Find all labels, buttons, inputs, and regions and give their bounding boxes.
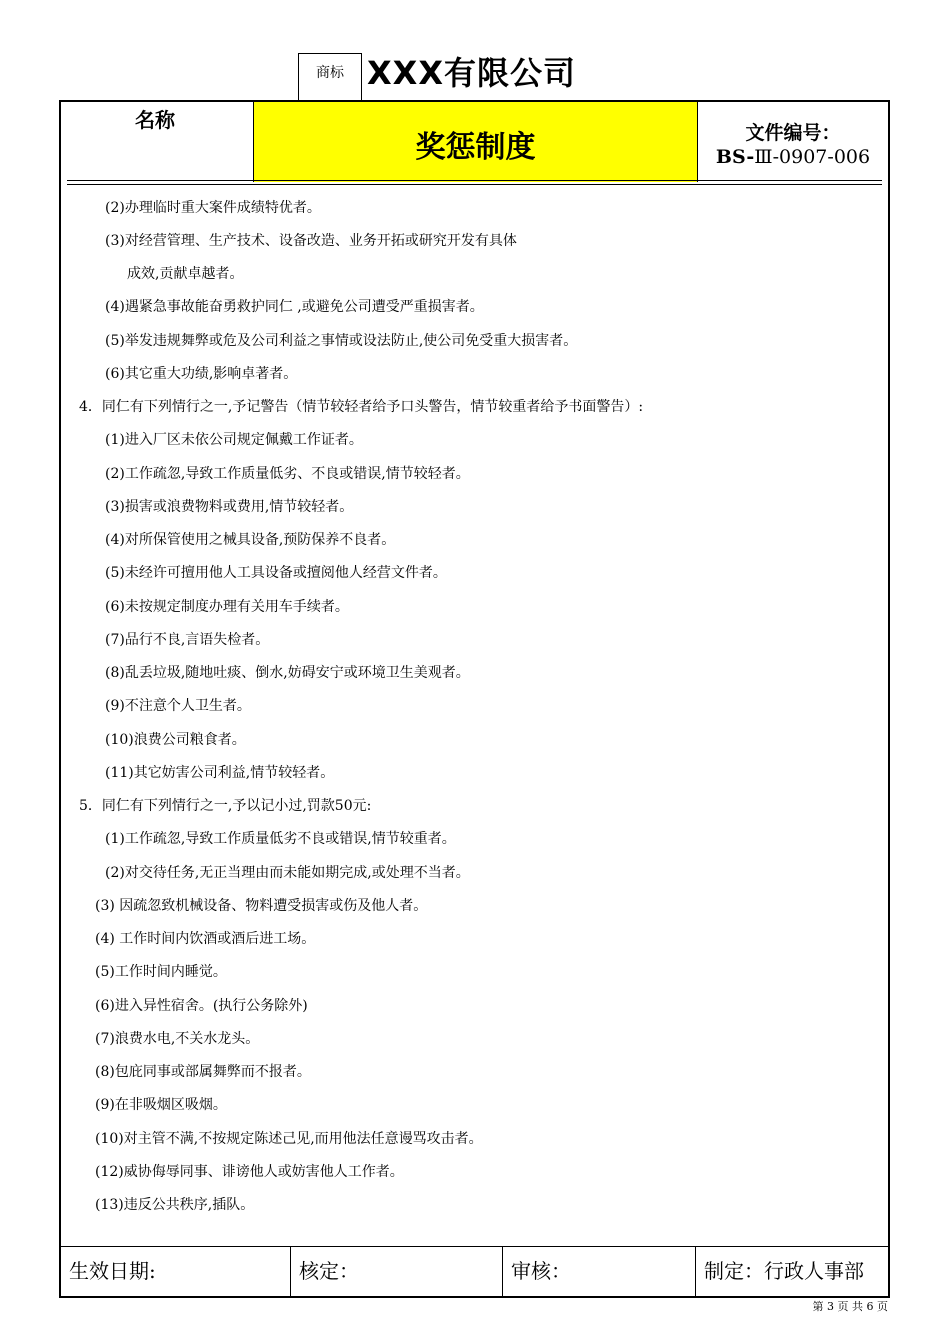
list-item: (13)违反公共秩序,插队。 <box>95 1197 255 1213</box>
list-item: (5)未经许可擅用他人工具设备或擅阅他人经营文件者。 <box>105 565 447 581</box>
doc-title: 奖惩制度 <box>415 130 536 165</box>
doc-number-cell <box>698 102 888 182</box>
list-item: (8)乱丢垃圾,随地吐痰、倒水,妨碍安宁或环境卫生美观者。 <box>105 665 470 681</box>
list-item: (2)工作疏忽,导致工作质量低劣、不良或错误,情节较轻者。 <box>105 466 470 482</box>
list-item: (8)包庇同事或部属舞弊而不报者。 <box>95 1064 311 1080</box>
list-item: (6)进入异性宿舍。(执行公务除外) <box>95 998 308 1014</box>
logo-box <box>298 53 362 103</box>
header-rule-top <box>67 180 882 181</box>
page-number: 第 3 页 共 6 页 <box>812 1300 888 1313</box>
doc-header <box>61 102 888 182</box>
list-item: (4)遇紧急事故能奋勇救护同仁 ,或避免公司遭受严重损害者。 <box>105 299 484 315</box>
prepared-cell: 制定：行政人事部 <box>704 1259 864 1283</box>
list-item: (6)未按规定制度办理有关用车手续者。 <box>105 599 349 615</box>
list-item: (3)对经营管理、生产技术、设备改造、业务开拓或研究开发有具体 <box>105 233 517 249</box>
list-item: (10)对主管不满,不按规定陈述己见,而用他法任意谩骂攻击者。 <box>95 1131 483 1147</box>
list-item: (7)品行不良,言语失检者。 <box>105 632 270 648</box>
list-item: (9)在非吸烟区吸烟。 <box>95 1097 227 1113</box>
section-heading: 4．同仁有下列情行之一,予记警告（情节较轻者给予口头警告，情节较重者给予书面警告）: <box>79 399 644 415</box>
list-item: (3)损害或浪费物料或费用,情节较轻者。 <box>105 499 354 515</box>
approved-cell: 核定： <box>291 1247 503 1296</box>
list-item: (4) 工作时间内饮酒或酒后进工场。 <box>95 931 316 947</box>
list-item: (4)对所保管使用之械具设备,预防保养不良者。 <box>105 532 396 548</box>
doc-number-prefix: BS- <box>715 146 755 168</box>
list-item: (2)办理临时重大案件成绩特优者。 <box>105 200 321 216</box>
section-heading: 5．同仁有下列情行之一,予以记小过,罚款50元: <box>79 798 372 814</box>
effective-date-cell: 生效日期: <box>61 1247 291 1296</box>
list-item: (3) 因疏忽致机械设备、物料遭受损害或伤及他人者。 <box>95 898 428 914</box>
logo-label: 商标 <box>316 65 344 81</box>
name-label: 名称 <box>135 108 175 132</box>
list-item: (1)工作疏忽,导致工作质量低劣不良或错误,情节较重者。 <box>105 831 456 847</box>
doc-number-label: 文件编号： <box>745 122 841 144</box>
list-item: (12)威协侮辱同事、诽谤他人或妨害他人工作者。 <box>95 1164 404 1180</box>
list-item: (2)对交待任务,无正当理由而未能如期完成,或处理不当者。 <box>105 865 470 881</box>
doc-number <box>698 146 888 168</box>
document-frame <box>59 100 890 1298</box>
list-item: (9)不注意个人卫生者。 <box>105 698 251 714</box>
list-item: (5)工作时间内睡觉。 <box>95 964 227 980</box>
list-item: (11)其它妨害公司利益,情节较轻者。 <box>105 765 335 781</box>
name-cell <box>61 102 254 182</box>
list-item: (7)浪费水电,不关水龙头。 <box>95 1031 260 1047</box>
list-item: (1)进入厂区未依公司规定佩戴工作证者。 <box>105 432 363 448</box>
signature-footer <box>61 1246 888 1296</box>
list-item: (6)其它重大功绩,影响卓著者。 <box>105 366 298 382</box>
list-item: (10)浪费公司粮食者。 <box>105 732 246 748</box>
header-rule-bottom <box>67 184 882 185</box>
doc-number-rest: Ⅲ-0907-006 <box>754 146 871 168</box>
company-name: XXX有限公司 <box>367 54 577 92</box>
title-cell <box>254 102 698 182</box>
reviewed-cell: 审核： <box>503 1247 696 1296</box>
list-item: (5)举发违规舞弊或危及公司利益之事情或设法防止,使公司免受重大损害者。 <box>105 333 578 349</box>
list-item: 成效,贡献卓越者。 <box>127 266 244 282</box>
